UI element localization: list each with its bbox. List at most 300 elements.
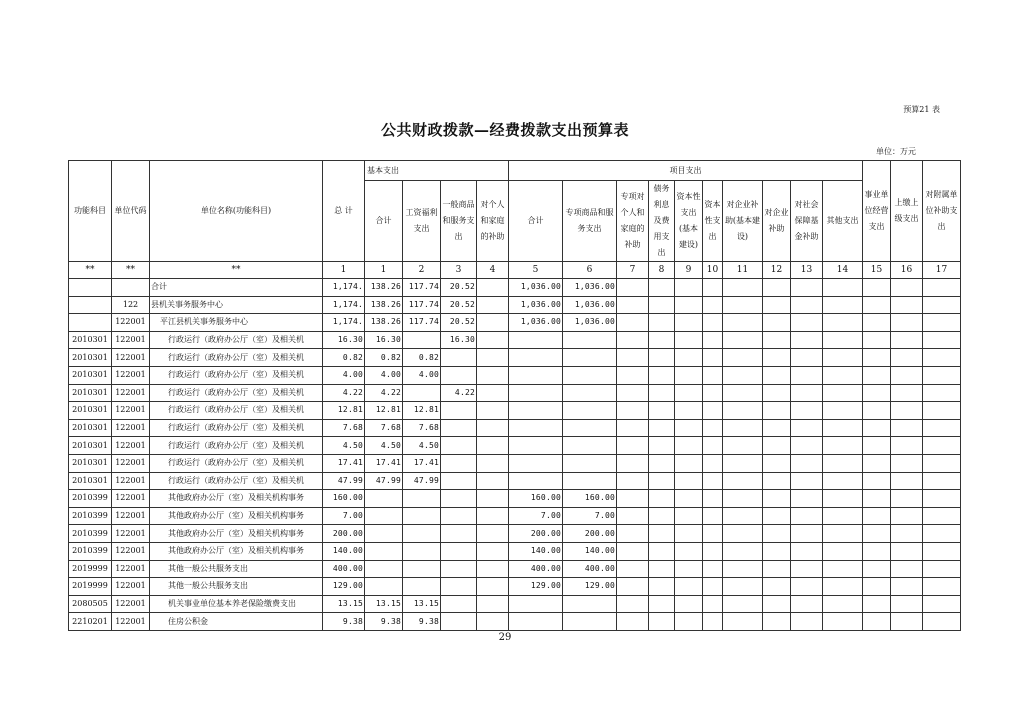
amount-cell bbox=[763, 402, 791, 420]
amount-cell: 17.41 bbox=[365, 454, 403, 472]
amount-cell bbox=[923, 595, 961, 613]
amount-cell: 1,036.00 bbox=[563, 296, 617, 314]
amount-cell bbox=[791, 454, 823, 472]
table-row bbox=[69, 419, 961, 437]
amount-cell bbox=[723, 595, 763, 613]
column-index-cell: 2 bbox=[403, 262, 441, 279]
amount-cell: 0.82 bbox=[365, 349, 403, 367]
amount-cell bbox=[763, 490, 791, 508]
amount-cell: 47.99 bbox=[365, 472, 403, 490]
func-code-cell bbox=[69, 314, 112, 332]
column-index-cell: 5 bbox=[509, 262, 563, 279]
header-enterprise: 对企业补助 bbox=[763, 181, 791, 262]
amount-cell bbox=[649, 525, 675, 543]
unit-name-cell: 行政运行（政府办公厅（室）及相关机 bbox=[150, 454, 323, 472]
header-business: 事业单位经营支出 bbox=[863, 161, 891, 262]
func-code-cell bbox=[69, 279, 112, 297]
unit-code-cell: 122001 bbox=[112, 437, 150, 455]
amount-cell bbox=[649, 560, 675, 578]
func-code-cell: 2080505 bbox=[69, 595, 112, 613]
amount-cell bbox=[723, 613, 763, 631]
column-index-cell: 7 bbox=[617, 262, 649, 279]
amount-cell bbox=[891, 542, 923, 560]
amount-cell bbox=[563, 349, 617, 367]
amount-cell bbox=[365, 507, 403, 525]
column-index-cell: 17 bbox=[923, 262, 961, 279]
amount-cell bbox=[441, 349, 477, 367]
amount-cell bbox=[617, 279, 649, 297]
amount-cell bbox=[649, 419, 675, 437]
amount-cell bbox=[863, 613, 891, 631]
amount-cell bbox=[477, 296, 509, 314]
amount-cell bbox=[863, 595, 891, 613]
table-row bbox=[69, 595, 961, 613]
header-func-code: 功能科目 bbox=[69, 161, 112, 262]
amount-cell: 12.81 bbox=[403, 402, 441, 420]
header-total: 总 计 bbox=[323, 161, 365, 262]
amount-cell bbox=[863, 349, 891, 367]
amount-cell: 140.00 bbox=[509, 542, 563, 560]
unit-name-cell: 其他一般公共服务支出 bbox=[150, 578, 323, 596]
amount-cell bbox=[617, 296, 649, 314]
amount-cell bbox=[863, 490, 891, 508]
amount-cell bbox=[923, 296, 961, 314]
amount-cell bbox=[823, 542, 863, 560]
amount-cell bbox=[923, 490, 961, 508]
unit-name-cell: 合计 bbox=[150, 279, 323, 297]
amount-cell bbox=[923, 542, 961, 560]
amount-cell bbox=[563, 384, 617, 402]
column-index-cell: ** bbox=[112, 262, 150, 279]
unit-code-cell: 122001 bbox=[112, 472, 150, 490]
amount-cell bbox=[477, 472, 509, 490]
amount-cell bbox=[441, 437, 477, 455]
amount-cell bbox=[703, 314, 723, 332]
amount-cell bbox=[403, 331, 441, 349]
amount-cell bbox=[477, 314, 509, 332]
amount-cell bbox=[563, 472, 617, 490]
amount-cell bbox=[763, 279, 791, 297]
amount-cell bbox=[923, 578, 961, 596]
table-row bbox=[69, 542, 961, 560]
amount-cell bbox=[823, 525, 863, 543]
column-index-cell: 9 bbox=[675, 262, 703, 279]
amount-cell: 47.99 bbox=[323, 472, 365, 490]
amount-cell bbox=[891, 437, 923, 455]
header-unit-name: 单位名称(功能科目) bbox=[150, 161, 323, 262]
amount-cell: 129.00 bbox=[563, 578, 617, 596]
amount-cell: 1,036.00 bbox=[509, 279, 563, 297]
amount-cell bbox=[923, 507, 961, 525]
amount-cell bbox=[763, 384, 791, 402]
amount-cell bbox=[791, 349, 823, 367]
amount-cell bbox=[649, 595, 675, 613]
amount-cell bbox=[403, 560, 441, 578]
amount-cell bbox=[403, 384, 441, 402]
table-row bbox=[69, 314, 961, 332]
amount-cell bbox=[675, 507, 703, 525]
amount-cell bbox=[791, 490, 823, 508]
amount-cell: 1,036.00 bbox=[509, 296, 563, 314]
amount-cell bbox=[891, 472, 923, 490]
amount-cell bbox=[617, 349, 649, 367]
amount-cell: 4.50 bbox=[365, 437, 403, 455]
header-project: 项目支出 bbox=[509, 161, 863, 181]
amount-cell bbox=[823, 437, 863, 455]
amount-cell bbox=[477, 542, 509, 560]
amount-cell bbox=[923, 349, 961, 367]
amount-cell bbox=[763, 296, 791, 314]
amount-cell bbox=[563, 419, 617, 437]
amount-cell bbox=[923, 437, 961, 455]
amount-cell bbox=[923, 472, 961, 490]
unit-name-cell: 住房公积金 bbox=[150, 613, 323, 631]
amount-cell: 13.15 bbox=[323, 595, 365, 613]
amount-cell bbox=[441, 419, 477, 437]
amount-cell bbox=[617, 419, 649, 437]
amount-cell bbox=[703, 454, 723, 472]
unit-label: 单位：万元 bbox=[876, 147, 916, 156]
unit-code-cell: 122001 bbox=[112, 331, 150, 349]
unit-code-cell: 122001 bbox=[112, 402, 150, 420]
amount-cell bbox=[703, 366, 723, 384]
func-code-cell: 2010399 bbox=[69, 542, 112, 560]
func-code-cell: 2210201 bbox=[69, 613, 112, 631]
amount-cell: 16.30 bbox=[323, 331, 365, 349]
amount-cell bbox=[791, 437, 823, 455]
unit-name-cell: 其他政府办公厅（室）及相关机构事务 bbox=[150, 507, 323, 525]
amount-cell: 20.52 bbox=[441, 296, 477, 314]
amount-cell bbox=[891, 279, 923, 297]
amount-cell bbox=[763, 578, 791, 596]
amount-cell bbox=[791, 366, 823, 384]
header-social: 对社会保障基金补助 bbox=[791, 181, 823, 262]
amount-cell bbox=[509, 595, 563, 613]
amount-cell bbox=[675, 349, 703, 367]
header-special-goods: 专项商品和服务支出 bbox=[563, 181, 617, 262]
amount-cell: 140.00 bbox=[563, 542, 617, 560]
column-index-cell: 12 bbox=[763, 262, 791, 279]
amount-cell bbox=[823, 507, 863, 525]
amount-cell bbox=[617, 490, 649, 508]
amount-cell bbox=[923, 366, 961, 384]
amount-cell bbox=[723, 560, 763, 578]
amount-cell bbox=[649, 578, 675, 596]
amount-cell bbox=[649, 384, 675, 402]
table-row bbox=[69, 454, 961, 472]
header-unit-code: 单位代码 bbox=[112, 161, 150, 262]
amount-cell: 138.26 bbox=[365, 314, 403, 332]
amount-cell bbox=[723, 402, 763, 420]
amount-cell bbox=[477, 578, 509, 596]
amount-cell: 7.68 bbox=[323, 419, 365, 437]
amount-cell bbox=[723, 296, 763, 314]
amount-cell: 117.74 bbox=[403, 279, 441, 297]
column-index-cell: 3 bbox=[441, 262, 477, 279]
amount-cell bbox=[891, 595, 923, 613]
header-basic: 基本支出 bbox=[365, 161, 509, 181]
amount-cell bbox=[791, 578, 823, 596]
amount-cell bbox=[509, 472, 563, 490]
amount-cell bbox=[617, 613, 649, 631]
unit-name-cell: 行政运行（政府办公厅（室）及相关机 bbox=[150, 366, 323, 384]
amount-cell bbox=[365, 578, 403, 596]
budget-table bbox=[68, 160, 961, 631]
amount-cell bbox=[863, 454, 891, 472]
amount-cell bbox=[675, 279, 703, 297]
amount-cell: 9.38 bbox=[365, 613, 403, 631]
amount-cell: 4.50 bbox=[323, 437, 365, 455]
amount-cell: 160.00 bbox=[323, 490, 365, 508]
amount-cell: 1,036.00 bbox=[563, 279, 617, 297]
amount-cell bbox=[891, 454, 923, 472]
amount-cell bbox=[509, 402, 563, 420]
amount-cell bbox=[649, 454, 675, 472]
amount-cell bbox=[675, 578, 703, 596]
amount-cell bbox=[365, 490, 403, 508]
amount-cell bbox=[477, 349, 509, 367]
amount-cell: 160.00 bbox=[509, 490, 563, 508]
header-other: 其他支出 bbox=[823, 181, 863, 262]
amount-cell bbox=[403, 525, 441, 543]
unit-name-cell: 行政运行（政府办公厅（室）及相关机 bbox=[150, 331, 323, 349]
column-index-cell: 11 bbox=[723, 262, 763, 279]
column-index-cell: ** bbox=[69, 262, 112, 279]
amount-cell bbox=[703, 296, 723, 314]
column-index-cell: 1 bbox=[323, 262, 365, 279]
unit-name-cell: 行政运行（政府办公厅（室）及相关机 bbox=[150, 419, 323, 437]
amount-cell: 4.50 bbox=[403, 437, 441, 455]
unit-code-cell bbox=[112, 279, 150, 297]
amount-cell bbox=[823, 279, 863, 297]
amount-cell bbox=[723, 384, 763, 402]
amount-cell bbox=[763, 454, 791, 472]
amount-cell bbox=[477, 595, 509, 613]
amount-cell bbox=[891, 578, 923, 596]
amount-cell bbox=[863, 560, 891, 578]
unit-code-cell: 122001 bbox=[112, 490, 150, 508]
amount-cell bbox=[617, 595, 649, 613]
amount-cell bbox=[863, 507, 891, 525]
header-subordinate: 对附属单位补助支出 bbox=[923, 161, 961, 262]
amount-cell bbox=[509, 331, 563, 349]
amount-cell bbox=[563, 613, 617, 631]
amount-cell: 140.00 bbox=[323, 542, 365, 560]
table-row bbox=[69, 560, 961, 578]
amount-cell bbox=[675, 595, 703, 613]
amount-cell: 138.26 bbox=[365, 296, 403, 314]
amount-cell bbox=[649, 314, 675, 332]
amount-cell bbox=[441, 472, 477, 490]
amount-cell bbox=[863, 419, 891, 437]
amount-cell bbox=[923, 419, 961, 437]
amount-cell bbox=[703, 349, 723, 367]
unit-code-cell: 122001 bbox=[112, 454, 150, 472]
amount-cell bbox=[823, 314, 863, 332]
amount-cell bbox=[703, 384, 723, 402]
amount-cell bbox=[649, 542, 675, 560]
amount-cell bbox=[703, 542, 723, 560]
func-code-cell: 2010301 bbox=[69, 366, 112, 384]
amount-cell bbox=[823, 296, 863, 314]
amount-cell bbox=[675, 613, 703, 631]
amount-cell bbox=[441, 490, 477, 508]
amount-cell bbox=[675, 419, 703, 437]
unit-name-cell: 其他政府办公厅（室）及相关机构事务 bbox=[150, 525, 323, 543]
amount-cell bbox=[563, 402, 617, 420]
amount-cell bbox=[649, 490, 675, 508]
amount-cell: 17.41 bbox=[323, 454, 365, 472]
unit-code-cell: 122 bbox=[112, 296, 150, 314]
amount-cell bbox=[891, 314, 923, 332]
amount-cell: 12.81 bbox=[323, 402, 365, 420]
amount-cell bbox=[509, 384, 563, 402]
amount-cell bbox=[617, 525, 649, 543]
amount-cell bbox=[791, 560, 823, 578]
amount-cell bbox=[563, 437, 617, 455]
amount-cell: 138.26 bbox=[365, 279, 403, 297]
header-capital: 资本性支出 bbox=[703, 181, 723, 262]
amount-cell bbox=[823, 578, 863, 596]
amount-cell bbox=[441, 507, 477, 525]
table-row bbox=[69, 279, 961, 297]
func-code-cell: 2010301 bbox=[69, 331, 112, 349]
amount-cell bbox=[863, 366, 891, 384]
unit-name-cell: 行政运行（政府办公厅（室）及相关机 bbox=[150, 349, 323, 367]
amount-cell bbox=[763, 437, 791, 455]
amount-cell bbox=[823, 472, 863, 490]
amount-cell bbox=[477, 490, 509, 508]
amount-cell: 1,036.00 bbox=[563, 314, 617, 332]
amount-cell bbox=[823, 613, 863, 631]
amount-cell bbox=[477, 331, 509, 349]
amount-cell bbox=[791, 402, 823, 420]
amount-cell bbox=[723, 490, 763, 508]
amount-cell bbox=[763, 366, 791, 384]
amount-cell bbox=[703, 279, 723, 297]
table-number-tag: 预算21 表 bbox=[903, 105, 940, 114]
amount-cell bbox=[891, 560, 923, 578]
amount-cell: 4.22 bbox=[441, 384, 477, 402]
amount-cell bbox=[649, 349, 675, 367]
amount-cell: 4.00 bbox=[403, 366, 441, 384]
amount-cell bbox=[791, 314, 823, 332]
header-basic-total: 合计 bbox=[365, 181, 403, 262]
unit-name-cell: 行政运行（政府办公厅（室）及相关机 bbox=[150, 472, 323, 490]
amount-cell bbox=[703, 419, 723, 437]
unit-code-cell: 122001 bbox=[112, 314, 150, 332]
amount-cell bbox=[675, 560, 703, 578]
amount-cell bbox=[723, 279, 763, 297]
amount-cell bbox=[791, 384, 823, 402]
amount-cell: 7.00 bbox=[323, 507, 365, 525]
amount-cell bbox=[703, 331, 723, 349]
amount-cell: 7.68 bbox=[403, 419, 441, 437]
amount-cell bbox=[403, 507, 441, 525]
column-index-cell: ** bbox=[150, 262, 323, 279]
amount-cell bbox=[675, 366, 703, 384]
amount-cell bbox=[477, 384, 509, 402]
amount-cell bbox=[891, 402, 923, 420]
table-row bbox=[69, 613, 961, 631]
amount-cell bbox=[403, 578, 441, 596]
amount-cell bbox=[823, 490, 863, 508]
unit-code-cell: 122001 bbox=[112, 560, 150, 578]
amount-cell bbox=[509, 349, 563, 367]
amount-cell: 129.00 bbox=[323, 578, 365, 596]
amount-cell bbox=[703, 507, 723, 525]
amount-cell bbox=[365, 560, 403, 578]
table-row bbox=[69, 578, 961, 596]
amount-cell bbox=[891, 419, 923, 437]
amount-cell bbox=[563, 454, 617, 472]
amount-cell: 4.22 bbox=[365, 384, 403, 402]
header-special-personal: 专项对个人和家庭的补助 bbox=[617, 181, 649, 262]
amount-cell bbox=[509, 419, 563, 437]
amount-cell bbox=[791, 331, 823, 349]
amount-cell bbox=[675, 437, 703, 455]
amount-cell bbox=[791, 613, 823, 631]
amount-cell bbox=[763, 613, 791, 631]
header-goods: 一般商品和服务支出 bbox=[441, 181, 477, 262]
amount-cell bbox=[891, 366, 923, 384]
amount-cell bbox=[703, 402, 723, 420]
amount-cell bbox=[923, 454, 961, 472]
amount-cell bbox=[891, 384, 923, 402]
amount-cell bbox=[923, 613, 961, 631]
amount-cell bbox=[675, 525, 703, 543]
header-personal: 对个人和家庭的补助 bbox=[477, 181, 509, 262]
amount-cell bbox=[509, 454, 563, 472]
amount-cell bbox=[863, 402, 891, 420]
table-row bbox=[69, 384, 961, 402]
amount-cell bbox=[617, 507, 649, 525]
amount-cell bbox=[675, 490, 703, 508]
amount-cell bbox=[723, 578, 763, 596]
amount-cell bbox=[863, 542, 891, 560]
amount-cell bbox=[509, 366, 563, 384]
amount-cell bbox=[723, 525, 763, 543]
func-code-cell: 2010301 bbox=[69, 384, 112, 402]
amount-cell bbox=[509, 613, 563, 631]
amount-cell bbox=[365, 542, 403, 560]
unit-name-cell: 县机关事务服务中心 bbox=[150, 296, 323, 314]
amount-cell bbox=[763, 419, 791, 437]
amount-cell bbox=[923, 402, 961, 420]
amount-cell: 47.99 bbox=[403, 472, 441, 490]
amount-cell bbox=[891, 331, 923, 349]
func-code-cell bbox=[69, 296, 112, 314]
header-enterprise-build: 对企业补助(基本建设) bbox=[723, 181, 763, 262]
amount-cell bbox=[403, 542, 441, 560]
amount-cell bbox=[649, 402, 675, 420]
amount-cell bbox=[477, 560, 509, 578]
amount-cell bbox=[791, 279, 823, 297]
amount-cell bbox=[477, 402, 509, 420]
column-index-cell: 6 bbox=[563, 262, 617, 279]
amount-cell bbox=[563, 366, 617, 384]
amount-cell bbox=[923, 279, 961, 297]
table-row bbox=[69, 402, 961, 420]
amount-cell bbox=[763, 525, 791, 543]
amount-cell bbox=[863, 296, 891, 314]
amount-cell bbox=[763, 314, 791, 332]
amount-cell bbox=[723, 314, 763, 332]
amount-cell bbox=[675, 331, 703, 349]
amount-cell: 0.82 bbox=[403, 349, 441, 367]
amount-cell bbox=[823, 560, 863, 578]
amount-cell: 13.15 bbox=[365, 595, 403, 613]
